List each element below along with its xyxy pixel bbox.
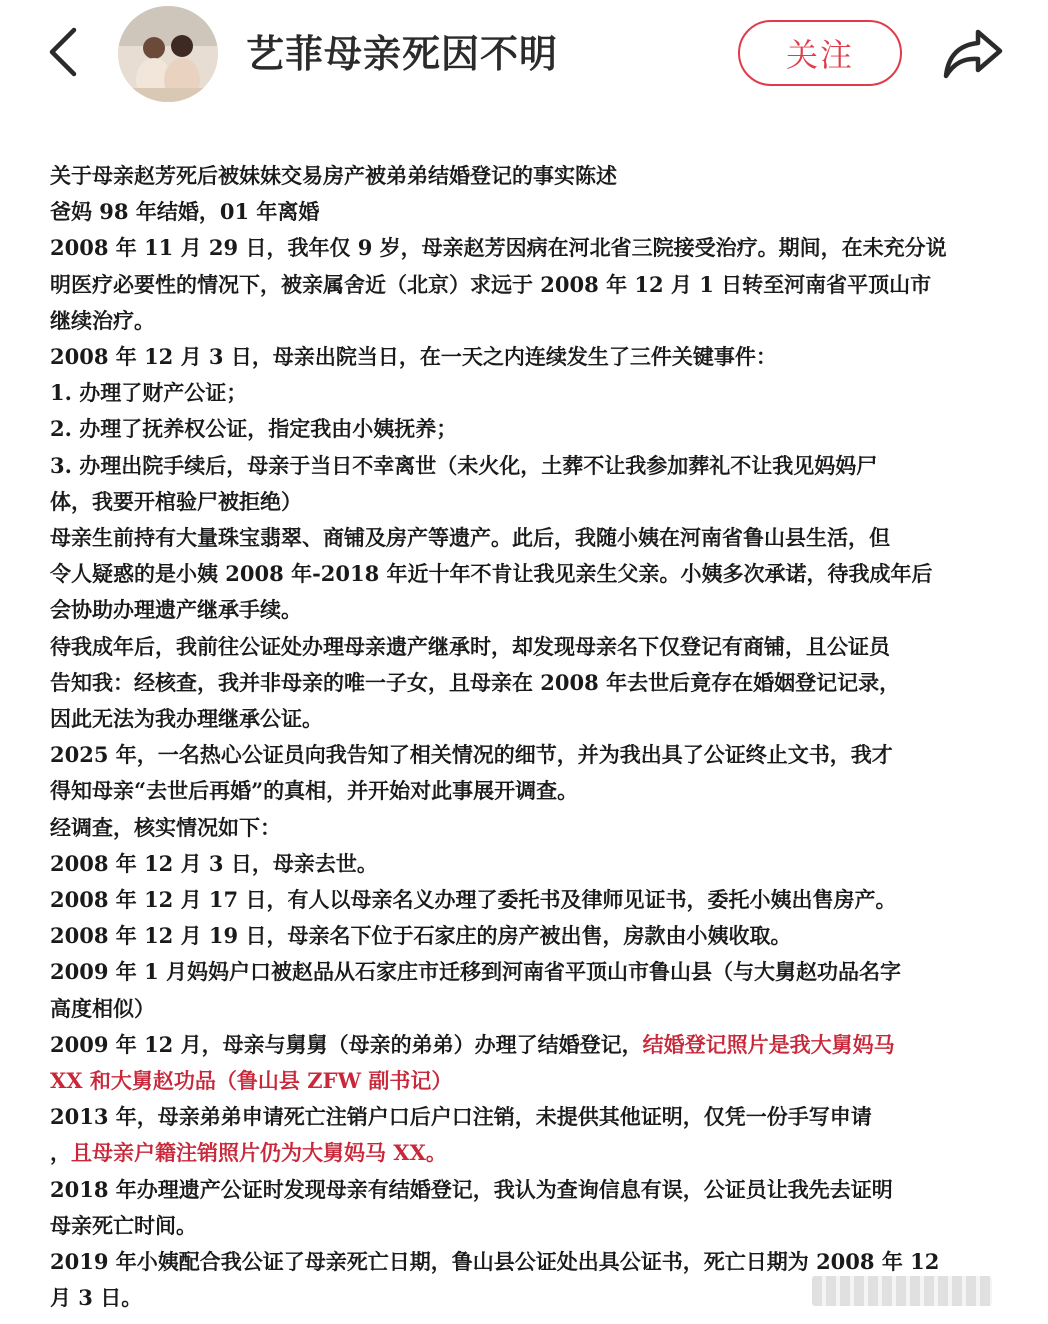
paragraph-line: 因此无法为我办理继承公证。 [50,706,323,732]
paragraph-line: 令人疑惑的是小姨 2008 年-2018 年近十年不肯让我见亲生父亲。小姨多次承诺，待我成年后 [50,561,933,587]
paragraph-line: 待我成年后，我前往公证处办理母亲遗产继承时，却发现母亲名下仅登记有商铺，且公证员 [50,633,890,659]
page-title: 艺菲母亲死因不明 [246,32,559,76]
paragraph-line [50,1135,1020,1171]
text-segment: ， [50,1140,71,1166]
paragraph-line: 2008 年 12 月 19 日，母亲名下位于石家庄的房产被出售，房款由小姨收取。 [50,923,792,949]
list-item: 2. 办理了抚养权公证，指定我由小姨抚养； [50,416,458,442]
paragraph-line: 明医疗必要性的情况下，被亲属舍近（北京）求远于 2008 年 12 月 1 日转至河南省平顶山市 [50,271,932,297]
paragraph-line: 体，我要开棺验尸被拒绝） [50,488,302,514]
paragraph-line: 告知我：经核查，我并非母亲的唯一子女，且母亲在 2008 年去世后竟存在婚姻登记记录， [50,669,901,695]
article-heading: 关于母亲赵芳死后被妹妹交易房产被弟弟结婚登记的事实陈述 [50,163,617,188]
back-button[interactable] [40,22,86,82]
paragraph-line: 母亲生前持有大量珠宝翡翠、商铺及房产等遗产。此后，我随小姨在河南省鲁山县生活，但 [50,525,890,551]
paragraph-line: 爸妈 98 年结婚，01 年离婚 [50,199,320,225]
paragraph-line [50,1027,1020,1063]
paragraph-line: 2013 年，母亲弟弟申请死亡注销户口后户口注销，未提供其他证明，仅凭一份手写申请 [50,1104,872,1130]
paragraph-line: 母亲死亡时间。 [50,1212,197,1238]
paragraph-line: 2008 年 11 月 29 日，我年仅 9 岁，母亲赵芳因病在河北省三院接受治疗。期间，在未充分说 [50,235,947,261]
paragraph-line: 2008 年 12 月 3 日，母亲去世。 [50,850,378,876]
paragraph-line: 2008 年 12 月 17 日，有人以母亲名义办理了委托书及律师见证书，委托小姨出售房产。 [50,887,897,913]
paragraph-line: 2008 年 12 月 3 日，母亲出院当日，在一天之内连续发生了三件关键事件： [50,344,777,370]
blurred-watermark [812,1276,992,1306]
paragraph-line: 高度相似） [50,995,155,1021]
chevron-left-icon [48,27,78,77]
share-button[interactable] [940,24,1006,84]
paragraph-line: 得知母亲“去世后再婚”的真相，并开始对此事展开调查。 [50,778,579,804]
article-body [50,158,1020,1317]
text-segment: 2009 年 12 月，母亲与舅舅（母亲的弟弟）办理了结婚登记， [50,1031,643,1057]
paragraph-line: 会协助办理遗产继承手续。 [50,597,302,623]
list-item: 3. 办理出院手续后，母亲于当日不幸离世（未火化，土葬不让我参加葬礼不让我见妈妈尸 [50,452,878,478]
paragraph-line: 2025 年，一名热心公证员向我告知了相关情况的细节，并为我出具了公证终止文书，我才 [50,742,893,768]
highlighted-text: 结婚登记照片是我大舅妈马 [642,1031,895,1057]
avatar[interactable] [118,6,218,102]
share-arrow-icon [942,27,1004,81]
highlighted-text: 且母亲户籍注销照片仍为大舅妈马 XX。 [71,1140,447,1166]
paragraph-line: 2019 年小姨配合我公证了母亲死亡日期，鲁山县公证处出具公证书，死亡日期为 2008 年 12 [50,1249,940,1275]
paragraph-line: 2009 年 1 月妈妈户口被赵品从石家庄市迁移到河南省平顶山市鲁山县（与大舅赵功品名字 [50,959,901,985]
highlighted-text: XX 和大舅赵功品（鲁山县 ZFW 副书记） [50,1068,453,1094]
list-item: 1. 办理了财产公证； [50,380,248,406]
avatar-photo [118,6,218,102]
paragraph-line: 月 3 日。 [50,1285,143,1311]
paragraph-line: 继续治疗。 [50,307,155,333]
paragraph-line: 2018 年办理遗产公证时发现母亲有结婚登记，我认为查询信息有误，公证员让我先去证明 [50,1176,893,1202]
follow-button[interactable]: 关注 [738,20,902,86]
top-bar [0,0,1048,110]
paragraph-line: 经调查，核实情况如下： [50,814,281,840]
